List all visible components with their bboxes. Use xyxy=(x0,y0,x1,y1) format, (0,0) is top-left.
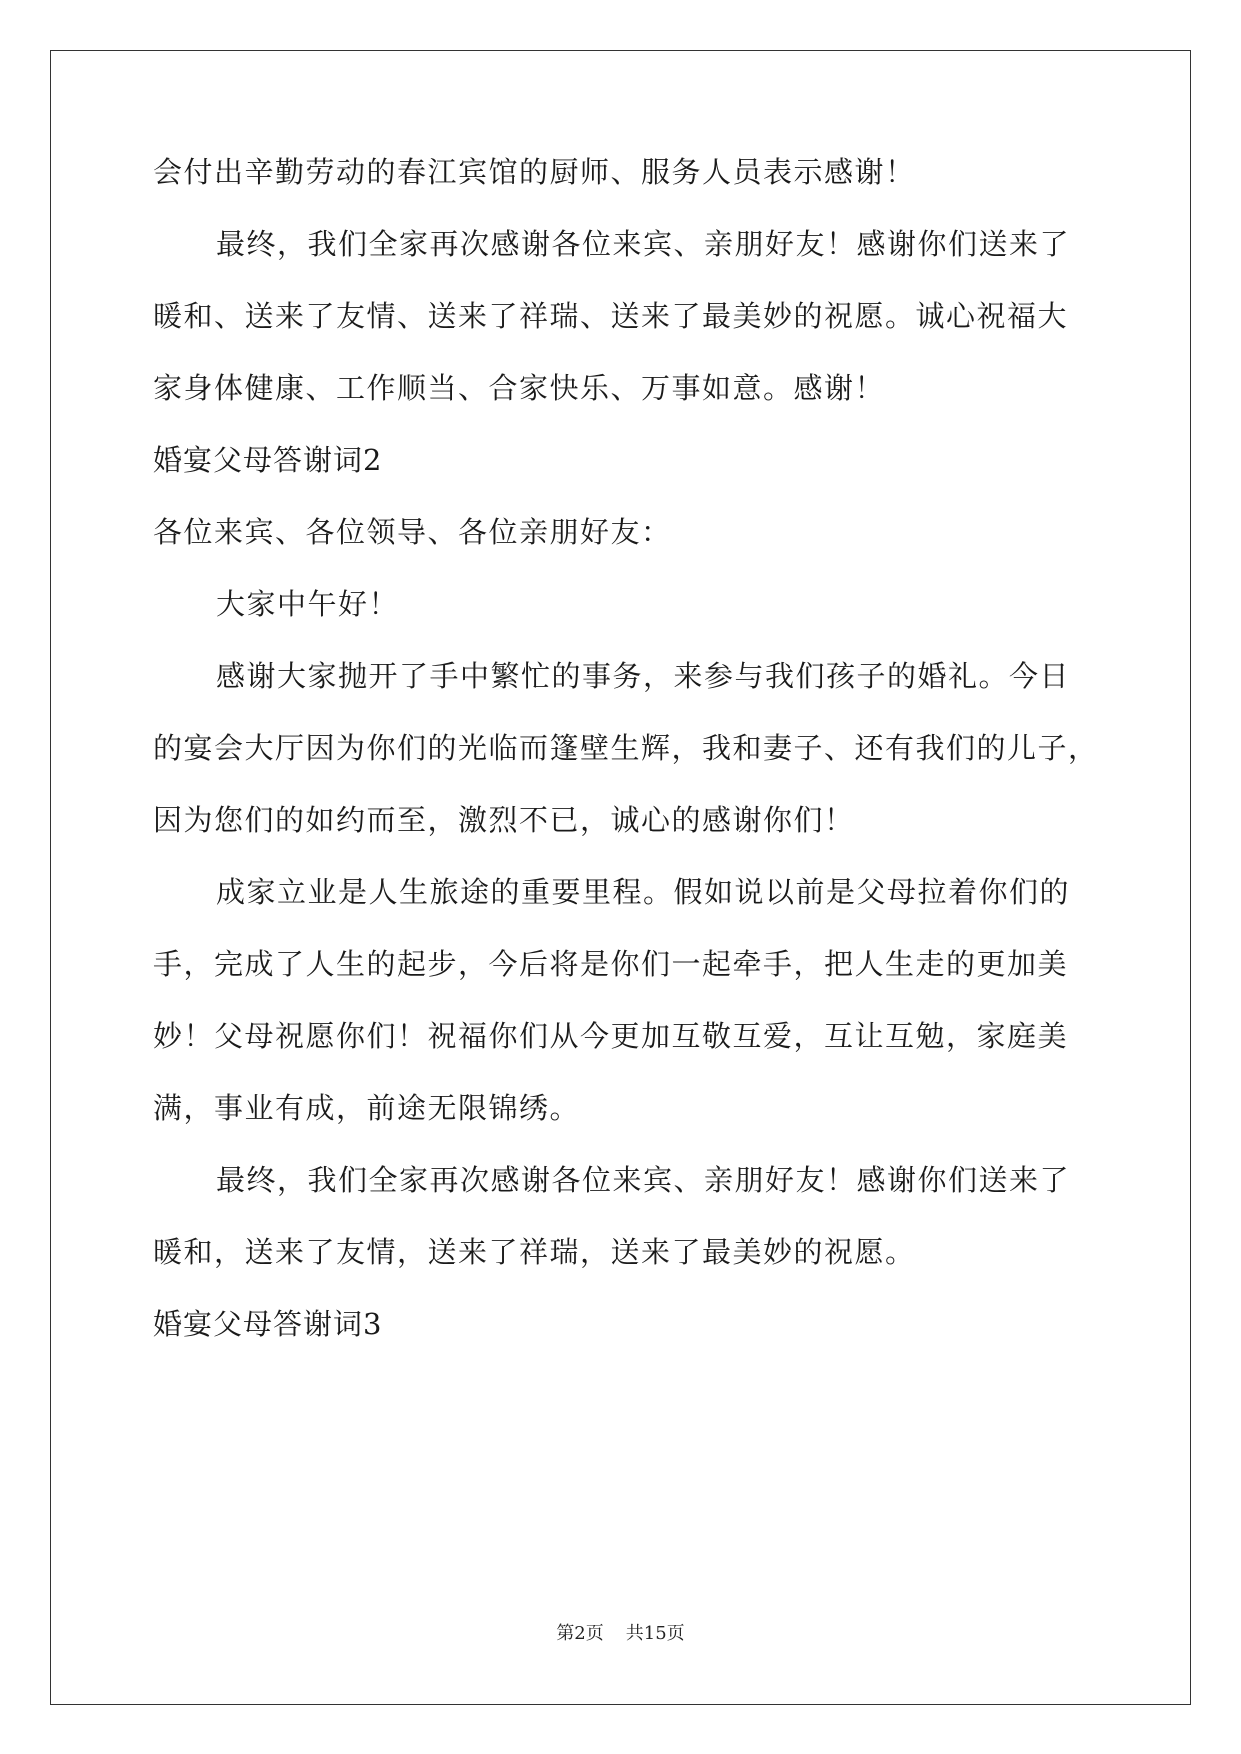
paragraph-start: 成家立业是人生旅途的重要里程。假如说以前是父母拉着你们的 xyxy=(216,875,1071,909)
body-line: 暖和，送来了友情，送来了祥瑞，送来了最美妙的祝愿。 xyxy=(153,1235,916,1269)
section-heading: 婚宴父母答谢词2 xyxy=(153,443,383,477)
body-line: 会付出辛勤劳动的春江宾馆的厨师、服务人员表示感谢！ xyxy=(153,155,916,189)
paragraph-start: 最终，我们全家再次感谢各位来宾、亲朋好友！感谢你们送来了 xyxy=(216,1163,1071,1197)
body-line: 手，完成了人生的起步，今后将是你们一起牵手，把人生走的更加美 xyxy=(153,947,1069,981)
section-heading: 婚宴父母答谢词3 xyxy=(153,1307,383,1341)
salutation: 各位来宾、各位领导、各位亲朋好友： xyxy=(153,515,672,549)
body-line: 家身体健康、工作顺当、合家快乐、万事如意。感谢！ xyxy=(153,371,886,405)
page-footer xyxy=(0,1622,1241,1646)
body-line: 因为您们的如约而至，激烈不已，诚心的感谢你们！ xyxy=(153,803,855,837)
page-total: 共15页 xyxy=(625,1623,685,1644)
greeting: 大家中午好！ xyxy=(216,587,400,621)
body-line: 妙！父母祝愿你们！祝福你们从今更加互敬互爱，互让互勉，家庭美 xyxy=(153,1019,1069,1053)
paragraph-start: 最终，我们全家再次感谢各位来宾、亲朋好友！感谢你们送来了 xyxy=(216,227,1071,261)
body-line: 暖和、送来了友情、送来了祥瑞、送来了最美妙的祝愿。诚心祝福大 xyxy=(153,299,1069,333)
paragraph-start: 感谢大家抛开了手中繁忙的事务，来参与我们孩子的婚礼。今日 xyxy=(216,659,1071,693)
body-line: 的宴会大厅因为你们的光临而篷壁生辉，我和妻子、还有我们的儿子， xyxy=(153,731,1099,765)
body-line: 满，事业有成，前途无限锦绣。 xyxy=(153,1091,581,1125)
page-number: 第2页 xyxy=(556,1623,604,1644)
